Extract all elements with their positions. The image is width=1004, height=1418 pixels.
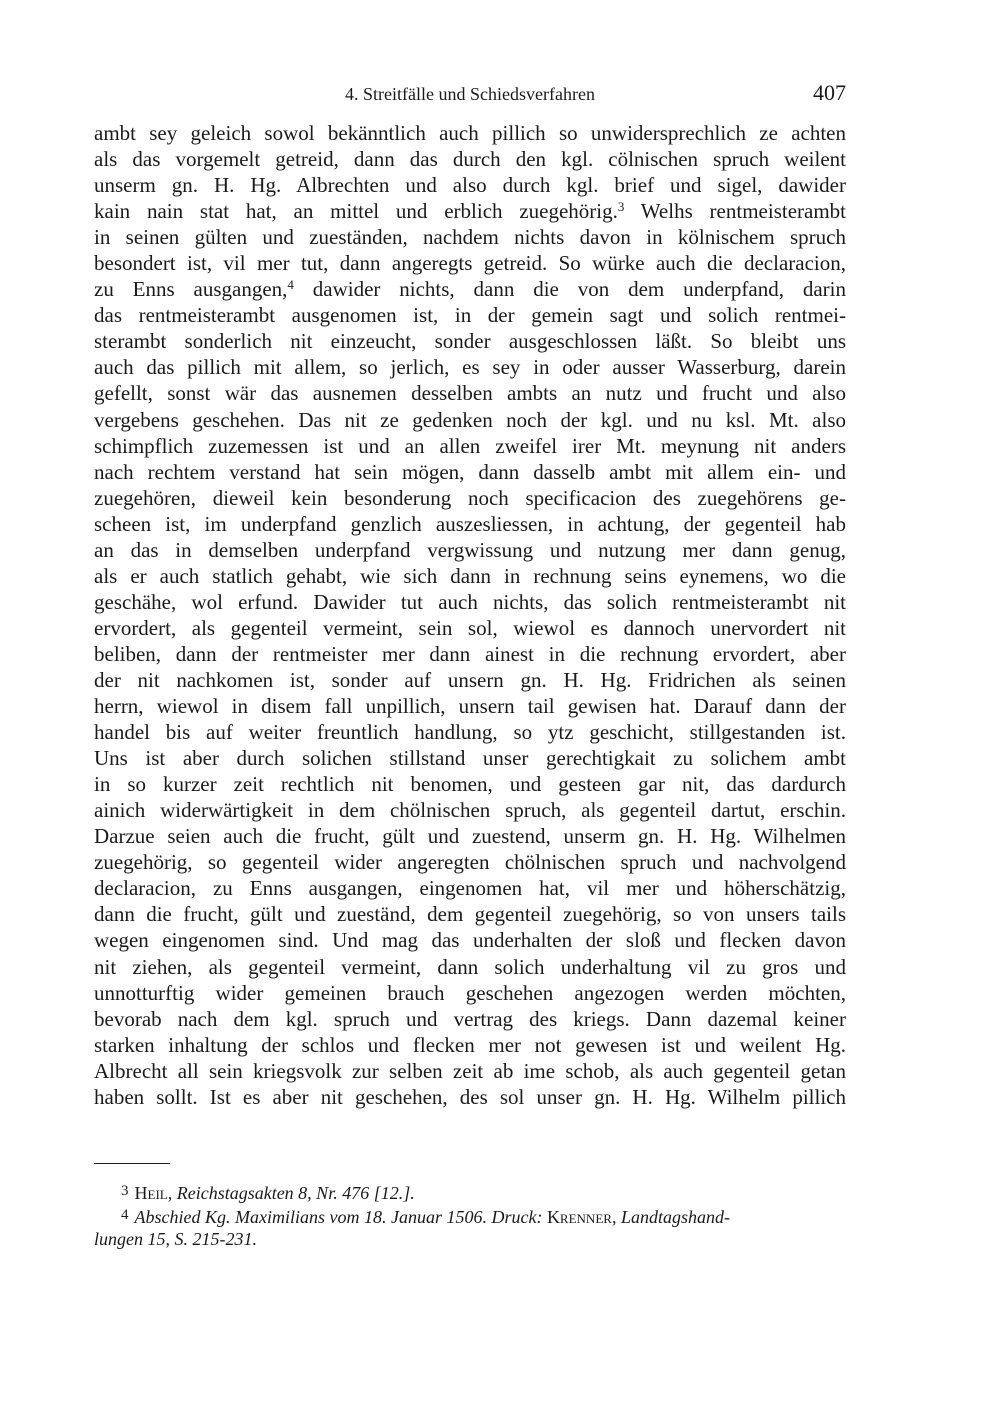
text-line: ainich widerwärtigkeit in dem chölnischen spruch, als gegenteil dartut, erschin. (94, 798, 846, 823)
text-line: Uns ist aber durch solichen stillstand unser gerechtigkait zu solichem ambt (94, 746, 846, 771)
text-line: schimpflich zuzemessen ist und an allen zweifel irer Mt. meynung nit anders (94, 433, 846, 458)
text-line: sterambt sonderlich nit einzeucht, sonder ausgeschlossen läßt. So bleibt uns (94, 329, 846, 354)
text-segment: Welhs rentmeisterambt (640, 199, 847, 224)
text-line: als er auch statlich gehabt, wie sich dann in rechnung seins eynemens, wo die (94, 563, 846, 588)
footnote-sep: , (611, 1207, 617, 1227)
text-segment: dawider nichts, dann die von dem underpfand, darin (312, 277, 846, 302)
main-text (94, 120, 846, 1110)
text-line: in so kurzer zeit rechtlich nit benomen, und gesteen gar nit, das dardurch (94, 772, 846, 797)
text-line: ambt sey geleich sowol bekänntlich auch pillich so unwidersprechlich ze achten (94, 121, 846, 145)
text-line: scheen ist, im underpfand genzlich auszesliessen, in achtung, der gegenteil hab (94, 511, 846, 536)
page-header (94, 80, 846, 110)
text-line (94, 198, 846, 224)
text-line: das rentmeisterambt ausgenomen ist, in der gemein sagt und solich rentmei- (94, 303, 846, 328)
footnotes (94, 1180, 846, 1250)
text-line: auch das pillich mit allem, so jerlich, es sey in oder ausser Wasserburg, darein (94, 355, 846, 380)
text-line: starken inhaltung der schlos und flecken mer not gewesen ist und weilent Hg. (94, 1032, 846, 1057)
text-line: Darzue seien auch die frucht, gült und zuestend, unserm gn. H. Hg. Wilhelmen (94, 824, 846, 849)
text-line: als das vorgemelt getreid, dann das durch den kgl. cölnischen spruch weilent (94, 147, 846, 172)
footnote-number: 4 (121, 1207, 129, 1223)
footnote-sep: , (167, 1183, 173, 1203)
page-number: 407 (813, 80, 846, 105)
text-line: der nit nachkomen ist, sonder auf unsern gn. H. Hg. Fridrichen als seinen (94, 667, 846, 692)
footnote-text: Reichstagsakten 8, Nr. 476 [12.]. (176, 1183, 415, 1203)
text-line: vergebens geschehen. Das nit ze gedenken noch der kgl. und nu ksl. Mt. also (94, 407, 846, 432)
text-line: zuegehörig, so gegenteil wider angeregten chölnischen spruch und nachvolgend (94, 850, 846, 875)
footnote-continuation: lungen 15, S. 215-231. (94, 1229, 257, 1249)
text-line: in seinen gülten und zueständen, nachdem nichts davon in kölnischem spruch (94, 225, 846, 250)
footnote-number: 3 (121, 1183, 129, 1199)
text-line: besondert ist, vil mer tut, dann angeregts getreid. So würke auch die declaracion, (94, 251, 846, 276)
footnote-marker[interactable]: 4 (287, 277, 294, 293)
footnote-item (94, 1180, 846, 1204)
text-line: nach rechtem verstand hat sein mögen, dann dasselb ambt mit allem ein- und (94, 459, 846, 484)
text-line: wegen eingenomen sind. Und mag das underhalten der sloß und flecken davon (94, 928, 846, 953)
footnote-item (94, 1204, 846, 1250)
text-line: declaracion, zu Enns ausgangen, eingenomen hat, vil mer und höherschätzig, (94, 876, 846, 901)
text-line: ervordert, als gegenteil vermeint, sein sol, wiewol es dannoch unervordert nit (94, 615, 846, 640)
text-segment: kain nain stat hat, an mittel und erblich zuegehörig. (94, 199, 618, 224)
text-line: beliben, dann der rentmeister mer dann ainest in die rechnung ervordert, aber (94, 641, 846, 666)
footnote-text: Landtagshand- (620, 1207, 730, 1227)
text-segment: zu Enns ausgangen, (94, 277, 288, 302)
text-line: unserm gn. H. Hg. Albrechten und also durch kgl. brief und sigel, dawider (94, 173, 846, 198)
footnote-author: Heil (134, 1183, 168, 1203)
text-line: gefellt, sonst wär das ausnemen desselben ambts an nutz und frucht und also (94, 381, 846, 406)
running-head: 4. Streitfälle und Schiedsverfahren (345, 84, 595, 104)
text-line: an das in demselben underpfand vergwissung und nutzung mer dann genug, (94, 537, 846, 562)
text-line (94, 276, 846, 302)
footnote-text: Abschied Kg. Maximilians vom 18. Januar 1506. Druck: (134, 1207, 543, 1227)
text-line: nit ziehen, als gegenteil vermeint, dann solich underhaltung vil zu gros und (94, 954, 846, 979)
text-line: bevorab nach dem kgl. spruch und vertrag des kriegs. Dann dazemal keiner (94, 1006, 846, 1031)
text-line: geschähe, wol erfund. Dawider tut auch nichts, das solich rentmeisterambt nit (94, 589, 846, 614)
footnote-marker[interactable]: 3 (617, 199, 625, 215)
text-line: dann die frucht, gült und zueständ, dem gegenteil zuegehörig, so von unsers tails (94, 902, 846, 927)
text-line: zuegehören, dieweil kein besonderung noch specificacion des zuegehörens ge- (94, 485, 846, 510)
text-line: herrn, wiewol in disem fall unpillich, unsern tail gewisen hat. Darauf dann der (94, 694, 846, 719)
text-line: Albrecht all sein kriegsvolk zur selben zeit ab ime schob, als auch gegenteil getan (94, 1058, 846, 1083)
footnote-author: Krenner (546, 1207, 612, 1227)
text-line: unnotturftig wider gemeinen brauch geschehen angezogen werden möchten, (94, 980, 846, 1005)
footnote-separator (94, 1163, 170, 1164)
text-line: haben sollt. Ist es aber nit geschehen, des sol unser gn. H. Hg. Wilhelm pillich (94, 1084, 846, 1109)
text-line: handel bis auf weiter freuntlich handlung, so ytz geschicht, stillgestanden ist. (94, 720, 846, 745)
